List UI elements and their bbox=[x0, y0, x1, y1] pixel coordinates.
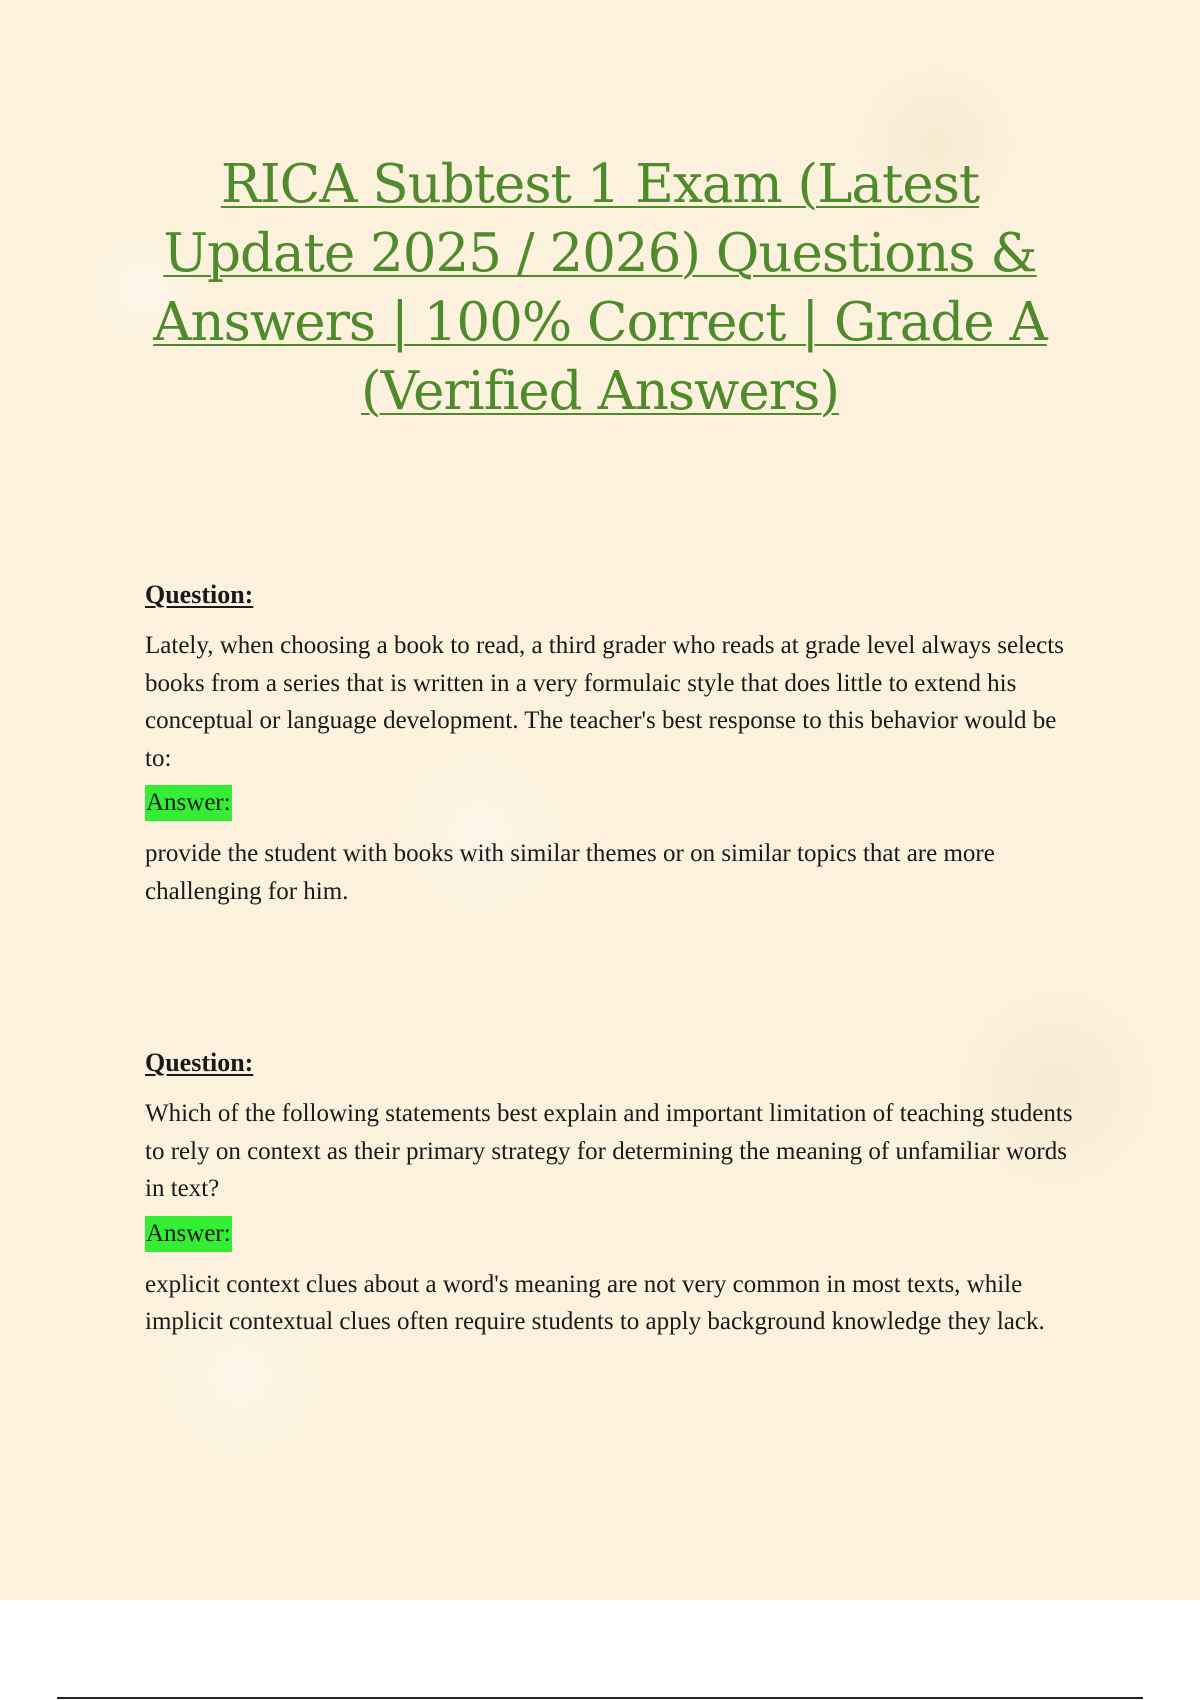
footer-divider bbox=[57, 1697, 1143, 1699]
answer-text: explicit context clues about a word's meaning are not very common in most texts, while implicit contextual clues often require students to apply background knowledge they lack. bbox=[145, 1270, 1045, 1335]
document-title: RICA Subtest 1 Exam (Latest Update 2025 / 2026) Questions & Answers | 100% Correct | Grade A (Verified Answers) bbox=[153, 154, 1047, 422]
question-label: Question: bbox=[145, 580, 254, 609]
question-label: Question: bbox=[145, 1048, 254, 1077]
question-text: Lately, when choosing a book to read, a third grader who reads at grade level always selects books from a series that is written in a very formulaic style that does little to extend his conceptual or language development. The teacher's best response to this behavior would be to: bbox=[145, 632, 1064, 772]
qa-item bbox=[145, 1045, 1080, 1341]
answer-label: Answer: bbox=[145, 785, 232, 821]
answer-label: Answer: bbox=[145, 1216, 232, 1252]
question-text: Which of the following statements best explain and important limitation of teaching students to rely on context as their primary strategy for determining the meaning of unfamiliar words in text? bbox=[145, 1100, 1073, 1202]
qa-item bbox=[145, 577, 1080, 910]
answer-text: provide the student with books with similar themes or on similar topics that are more challenging for him. bbox=[145, 840, 995, 905]
